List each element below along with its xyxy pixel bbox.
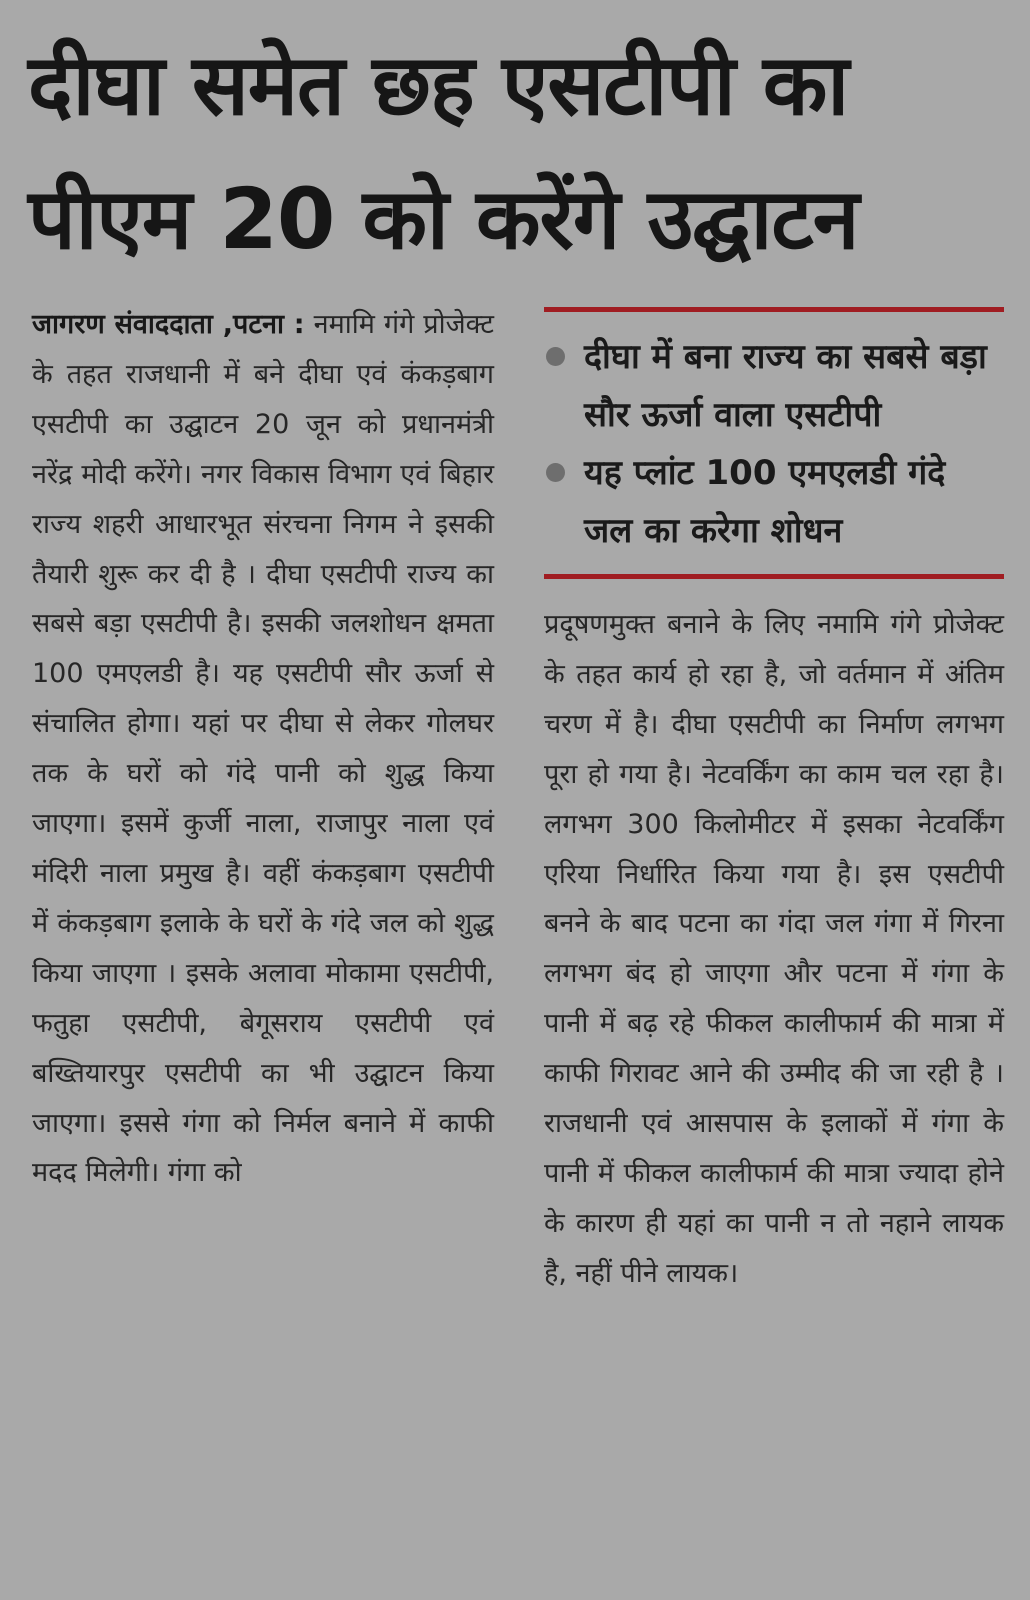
article-body-left: नमामि गंगे प्रोजेक्ट के तहत राजधानी में बने दीघा एवं कंकड़बाग एसटीपी का उद्घाटन 20 जून को प्रधानमंत्री नरेंद्र मोदी करेंगे। नगर विकास विभाग एवं बिहार राज्य शहरी आधारभूत संरचना निगम ने इसकी तैयारी शुरू कर दी है । दीघा एसटीपी राज्य का सबसे बड़ा एसटीपी है। इसकी जलशोधन क्षमता 100 एमएलडी है। यह एसटीपी सौर ऊर्जा से संचालित होगा। यहां पर दीघा से लेकर गोलघर तक के घरों को गंदे पानी को शुद्ध किया जाएगा। इसमें कुर्जी नाला, राजापुर नाला एवं मंदिरी नाला प्रमुख है। वहीं कंकड़बाग एसटीपी में कंकड़बाग इलाके के घरों के गंदे जल को शुद्ध किया जाएगा । इसके अलावा मोकामा एसटीपी, फतुहा एसटीपी, बेगूसराय एसटीपी एवं बख्तियारपुर एसटीपी का भी उद्घाटन किया जाएगा। इससे गंगा को निर्मल बनाने में काफी मदद मिलेगी। गंगा को xyxy=(32,309,494,1189)
highlights-box xyxy=(544,328,1004,560)
highlight-item xyxy=(544,328,1004,444)
article-body-right: प्रदूषणमुक्त बनाने के लिए नमामि गंगे प्रोजेक्ट के तहत कार्य हो रहा है, जो वर्तमान में अंतिम चरण में है। दीघा एसटीपी का निर्माण लगभग पूरा हो गया है। नेटवर्किंग का काम चल रहा है। लगभग 300 किलोमीटर में इसका नेटवर्किंग एरिया निर्धारित किया गया है। इस एसटीपी बनने के बाद पटना का गंदा जल गंगा में गिरना लगभग बंद हो जाएगा और पटना में गंगा के पानी में बढ़ रहे फीकल कालीफार्म की मात्रा में काफी गिरावट आने की उम्मीद की जा रही है । राजधानी एवं आसपास के इलाकों में गंगा के पानी में फीकल कालीफार्म की मात्रा ज्यादा होने के कारण ही यहां का पानी न तो नहाने लायक है, नहीं पीने लायक। xyxy=(544,609,1004,1289)
bullet-icon xyxy=(546,463,565,482)
article-right-column xyxy=(544,600,1004,1299)
highlight-item xyxy=(544,444,1004,560)
bullet-icon xyxy=(546,347,565,366)
highlight-text: यह प्लांट 100 एमएलडी गंदे जल का करेगा शोधन xyxy=(584,453,946,551)
headline: दीघा समेत छह एसटीपी का पीएम 20 को करेंगे उद्घाटन xyxy=(28,36,859,268)
highlight-rule-top xyxy=(544,307,1004,312)
article-left-column xyxy=(32,300,494,1198)
highlight-rule-bottom xyxy=(544,574,1004,579)
byline: जागरण संवाददाता ,पटना : xyxy=(32,309,305,340)
highlight-text: दीघा में बना राज्य का सबसे बड़ा सौर ऊर्जा वाला एसटीपी xyxy=(584,337,987,435)
